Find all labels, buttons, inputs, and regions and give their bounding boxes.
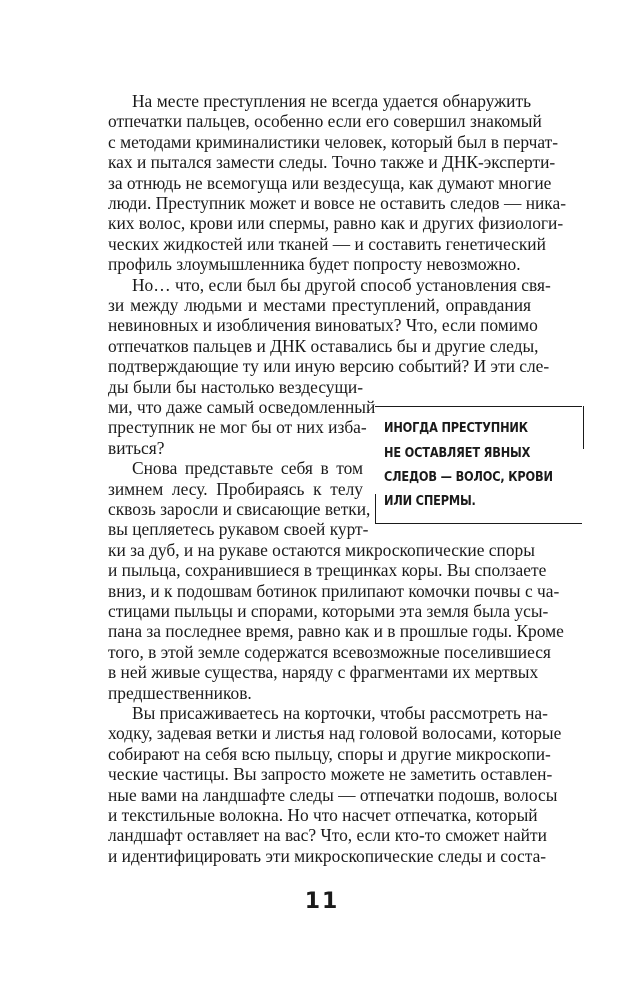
- text-line: ки за дуб, и на рукаве остаются микроскопические споры: [108, 539, 535, 560]
- pull-quote-line: НЕ ОСТАВЛЯЕТ ЯВНЫХ: [384, 446, 531, 461]
- text-line: ландшафт оставляет на вас? Что, если кто-то сможет найти: [108, 825, 547, 846]
- text-line: отпечатки пальцев, особенно если его совершил знакомый: [108, 111, 542, 132]
- text-line: люди. Преступник может и вовсе не оставить следов — ника-: [108, 193, 566, 213]
- text-line: На месте преступления не всегда удается обнаружить: [132, 91, 531, 111]
- text-line: сквозь заросли и свисающие ветки,: [108, 499, 371, 519]
- text-line: предшественников.: [108, 682, 252, 703]
- text-line: Снова представьте себя в том: [132, 458, 363, 479]
- text-line: Вы присаживаетесь на корточки, чтобы рассмотреть на-: [132, 703, 548, 723]
- text-line: ные вами на ландшафте следы — отпечатки подошв, волосы: [108, 784, 558, 805]
- text-line: отпечатков пальцев и ДНК оставались бы и другие следы,: [108, 335, 539, 356]
- text-line: с методами криминалистики человек, который был в перчат-: [108, 131, 558, 152]
- text-line: стицами пыльцы и спорами, которыми эта земля была усы-: [108, 601, 549, 621]
- pull-quote-line: ИЛИ СПЕРМЫ.: [384, 494, 476, 509]
- text-line: преступник не мог бы от них изба-: [108, 417, 367, 438]
- text-line: ческие частицы. Вы запросто можете не заметить оставлен-: [108, 764, 553, 785]
- text-line: того, в этой земле содержатся всевозможные поселившиеся: [108, 641, 551, 662]
- pull-quote-frame-left: [375, 494, 376, 524]
- pull-quote-line: ИНОГДА ПРЕСТУПНИК: [384, 421, 528, 436]
- text-line: подтверждающие ту или иную версию событий? И эти сле-: [108, 356, 550, 377]
- text-line: ках и пытался замести следы. Точно также и ДНК-эксперти-: [108, 152, 556, 173]
- text-line: виться?: [108, 437, 165, 458]
- pull-quote-frame-right: [583, 406, 584, 449]
- text-line: ких волос, крови или спермы, равно как и других физиологи-: [108, 213, 564, 234]
- text-line: вы цепляетесь рукавом своей курт-: [108, 519, 369, 540]
- text-line: и пыльца, сохранившиеся в трещинках коры. Вы сползаете: [108, 560, 547, 581]
- text-line: ходку, задевая ветки и листья над головой волосами, которые: [108, 723, 562, 744]
- text-line: зимнем лесу. Пробираясь к телу: [108, 478, 363, 499]
- page-number: 11: [304, 889, 340, 914]
- text-line: в ней живые существа, наряду с фрагментами их мертвых: [108, 662, 539, 683]
- pull-quote-line: СЛЕДОВ — ВОЛОС, КРОВИ: [384, 470, 553, 485]
- text-line: и идентифицировать эти микроскопические следы и соста-: [108, 845, 547, 866]
- text-line: ми, что даже самый осведомленный: [108, 397, 376, 417]
- text-line: ческих жидкостей или тканей — и составить генетический: [108, 233, 546, 254]
- pull-quote: [375, 406, 584, 524]
- text-line: ды были бы настолько вездесущи-: [108, 376, 363, 397]
- text-line: Но… что, если был бы другой способ установления свя-: [132, 274, 551, 295]
- text-line: зи между людьми и местами преступлений, оправдания: [108, 295, 531, 315]
- text-line: профиль злоумышленника будет попросту невозможно.: [108, 254, 521, 275]
- text-line: за отнюдь не всемогуща или вездесуща, как думают многие: [108, 172, 552, 193]
- pull-quote-frame-top: [375, 406, 582, 407]
- text-line: собирают на себя всю пыльцу, споры и другие микроскопи-: [108, 743, 551, 764]
- text-line: вниз, и к подошвам ботинок прилипают комочки почвы с ча-: [108, 580, 560, 601]
- text-line: и текстильные волокна. Но что насчет отпечатка, который: [108, 805, 538, 825]
- text-line: пана за последнее время, равно как и в прошлые годы. Кроме: [108, 621, 564, 642]
- pull-quote-frame-bottom: [375, 523, 582, 524]
- text-line: невиновных и изобличения виноватых? Что, если помимо: [108, 315, 538, 336]
